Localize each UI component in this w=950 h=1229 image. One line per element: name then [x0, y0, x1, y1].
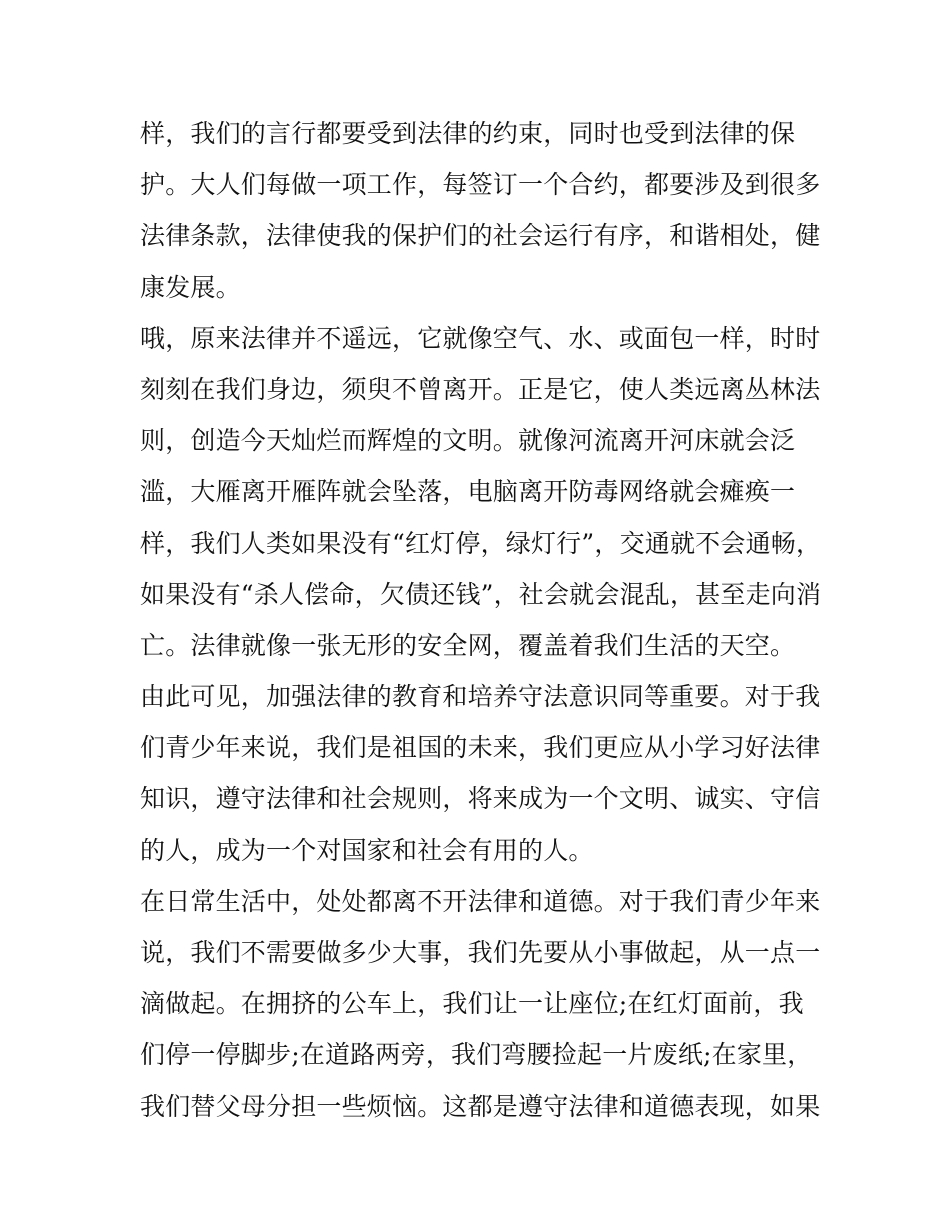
text-line: 在日常生活中，处处都离不开法律和道德。对于我们青少年来: [140, 886, 821, 916]
text-line: 知识，遵守法律和社会规则，将来成为一个文明、诚实、守信: [140, 784, 821, 814]
text-line: 如果没有“杀人偿命，欠债还钱”，社会就会混乱，甚至走向消: [140, 579, 822, 609]
text-line: 康发展。: [140, 272, 241, 302]
text-line: 则，创造今天灿烂而辉煌的文明。就像河流离开河床就会泛: [140, 426, 796, 456]
text-line: 样，我们的言行都要受到法律的约束，同时也受到法律的保: [140, 119, 796, 148]
text-line: 刻刻在我们身边，须臾不曾离开。正是它，使人类远离丛林法: [140, 374, 821, 404]
text-line: 我们替父母分担一些烦恼。这都是遵守法律和道德表现，如果: [140, 1091, 821, 1121]
text-line: 护。大人们每做一项工作，每签订一个合约，都要涉及到很多: [140, 170, 821, 200]
text-line: 样，我们人类如果没有“红灯停，绿灯行”，交通就不会通畅，: [140, 528, 822, 558]
text-line: 法律条款，法律使我的保护们的社会运行有序，和谐相处，健: [140, 221, 821, 251]
text-line: 们停一停脚步;在道路两旁，我们弯腰捡起一片废纸;在家里，: [140, 1040, 813, 1070]
document-body: [140, 108, 820, 1132]
text-line: 由此可见，加强法律的教育和培养守法意识同等重要。对于我: [140, 682, 821, 712]
text-line: 滴做起。在拥挤的公车上，我们让一让座位;在红灯面前，我: [140, 989, 804, 1019]
text-line: 们青少年来说，我们是祖国的未来，我们更应从小学习好法律: [140, 733, 821, 763]
text-line: 滥，大雁离开雁阵就会坠落，电脑离开防毒网络就会瘫痪一: [140, 477, 796, 507]
text-line: 亡。法律就像一张无形的安全网，覆盖着我们生活的天空。: [140, 630, 796, 660]
text-line: 说，我们不需要做多少大事，我们先要从小事做起，从一点一: [140, 938, 821, 967]
text-line: 哦，原来法律并不遥远，它就像空气、水、或面包一样，时时: [140, 323, 821, 353]
text-line: 的人，成为一个对国家和社会有用的人。: [140, 835, 594, 865]
